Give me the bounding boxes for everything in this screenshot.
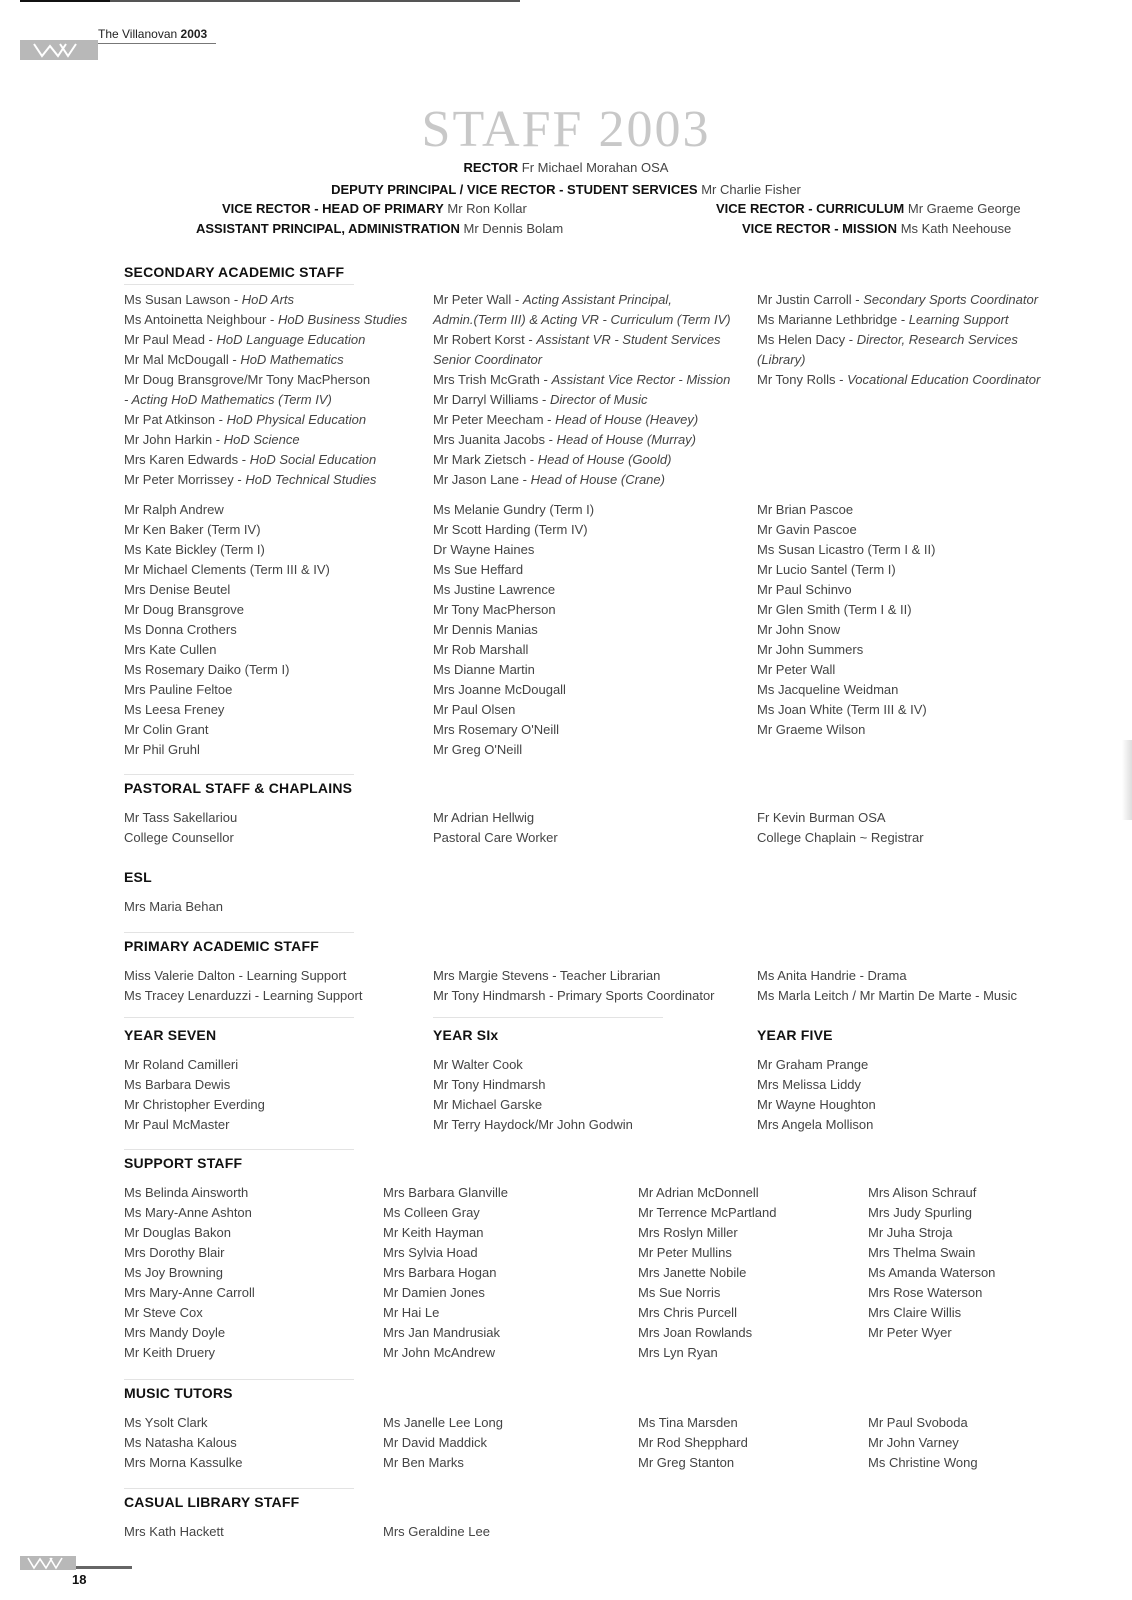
year-five-list <box>757 1055 876 1135</box>
staff-name: Ms Tracey Lenarduzzi - Learning Support <box>124 988 363 1003</box>
staff-name: Mr Ken Baker (Term IV) <box>124 522 261 537</box>
secondary-heads-col-2 <box>433 290 731 490</box>
staff-role: (Library) <box>757 352 806 367</box>
section-title-support: SUPPORT STAFF <box>124 1155 243 1171</box>
staff-name: Ms Antoinetta Neighbour <box>124 312 267 327</box>
staff-name: Mr Tony MacPherson <box>433 602 556 617</box>
section-title-pastoral: PASTORAL STAFF & CHAPLAINS <box>124 780 353 796</box>
staff-role-entry: Mr Justin Carroll - Secondary Sports Coordinator <box>757 292 1039 307</box>
secondary-staff-col-1 <box>124 500 330 760</box>
staff-name: Mrs Kath Hackett <box>124 1524 224 1539</box>
staff-name: Ms Tina Marsden <box>638 1415 738 1430</box>
staff-name: Mrs Karen Edwards <box>124 452 239 467</box>
staff-name: Mr Scott Harding (Term IV) <box>433 522 588 537</box>
staff-name: Ms Justine Lawrence <box>433 582 556 597</box>
staff-name: Pastoral Care Worker <box>433 830 558 845</box>
section-rule <box>124 284 354 285</box>
staff-role: Vocational Education Coordinator <box>847 372 1041 387</box>
staff-name: Ms Joy Browning <box>124 1265 223 1280</box>
staff-name: Fr Kevin Burman OSA <box>757 810 886 825</box>
staff-role-entry: Ms Antoinetta Neighbour - HoD Business Studies <box>124 312 408 327</box>
staff-role: HoD Science <box>223 432 300 447</box>
support-col-4 <box>868 1183 995 1343</box>
staff-name: Mrs Jan Mandrusiak <box>383 1325 501 1340</box>
secondary-staff-col-2 <box>433 500 594 760</box>
music-col-4 <box>868 1413 978 1473</box>
staff-name: Mr Glen Smith (Term I & II) <box>757 602 912 617</box>
staff-role-entry: Mr Jason Lane - Head of House (Crane) <box>433 472 665 487</box>
staff-name: Mr Terrence McPartland <box>638 1205 777 1220</box>
staff-name: Mr Walter Cook <box>433 1057 523 1072</box>
staff-name: Mrs Geraldine Lee <box>383 1524 490 1539</box>
staff-name: Mrs Judy Spurling <box>868 1205 973 1220</box>
staff-role: Head of House (Crane) <box>530 472 665 487</box>
staff-name: Mrs Sylvia Hoad <box>383 1245 478 1260</box>
staff-name: Ms Kate Bickley (Term I) <box>124 542 265 557</box>
staff-role: Head of House (Heavey) <box>555 412 699 427</box>
staff-role-entry <box>433 310 731 330</box>
staff-name: Mr Peter Morrissey <box>124 472 234 487</box>
support-col-3 <box>638 1183 776 1363</box>
section-rule <box>124 932 354 933</box>
secondary-heads-col-1 <box>124 290 407 490</box>
section-title-year-six: YEAR SIx <box>433 1027 499 1043</box>
staff-name: Mrs Lyn Ryan <box>638 1345 718 1360</box>
running-head: The Villanovan 2003 <box>98 27 208 41</box>
staff-name: Ms Dianne Martin <box>433 662 535 677</box>
staff-role-entry: Mrs Juanita Jacobs - Head of House (Murray) <box>433 432 697 447</box>
section-title-esl: ESL <box>124 869 152 885</box>
staff-name: Ms Sue Heffard <box>433 562 524 577</box>
staff-role-entry: Mr Tony Rolls - Vocational Education Coordinator <box>757 372 1041 387</box>
staff-role: HoD Social Education <box>249 452 377 467</box>
staff-name: Dr Wayne Haines <box>433 542 535 557</box>
section-title-year-seven: YEAR SEVEN <box>124 1027 217 1043</box>
staff-name: Mr Doug Bransgrove/Mr Tony MacPherson <box>124 372 371 387</box>
staff-role: Senior Coordinator <box>433 352 543 367</box>
staff-role-entry <box>433 350 731 370</box>
section-rule <box>124 1379 354 1380</box>
year-six-list <box>433 1055 633 1135</box>
staff-name: Ms Jacqueline Weidman <box>757 682 899 697</box>
staff-role-entry: Mr Robert Korst - Assistant VR - Student Services <box>433 332 721 347</box>
staff-name: Mrs Morna Kassulke <box>124 1455 243 1470</box>
staff-name: Mr Christopher Everding <box>124 1097 265 1112</box>
staff-role-entry: Mrs Karen Edwards - HoD Social Education <box>124 452 377 467</box>
secondary-staff-col-3 <box>757 500 935 740</box>
staff-name: Ms Colleen Gray <box>383 1205 480 1220</box>
staff-name: Mr Wayne Houghton <box>757 1097 876 1112</box>
staff-name: Ms Janelle Lee Long <box>383 1415 503 1430</box>
staff-name: Mr Steve Cox <box>124 1305 203 1320</box>
staff-name: Mr Pat Atkinson <box>124 412 216 427</box>
staff-name: Ms Anita Handrie - Drama <box>757 968 907 983</box>
staff-role-entry <box>757 350 1040 370</box>
page-number: 18 <box>72 1572 87 1587</box>
pastoral-col-2 <box>433 808 558 848</box>
staff-name: Mr Michael Garske <box>433 1097 543 1112</box>
staff-name: Mr Tony Hindmarsh <box>433 1077 546 1092</box>
staff-name: Mr John Summers <box>757 642 864 657</box>
staff-name: Mrs Joanne McDougall <box>433 682 566 697</box>
staff-name: Ms Barbara Dewis <box>124 1077 231 1092</box>
staff-name: Ms Susan Lawson <box>124 292 231 307</box>
staff-name: Mrs Trish McGrath <box>433 372 540 387</box>
staff-name: Mr Mark Zietsch <box>433 452 527 467</box>
staff-name: Mr Lucio Santel (Term I) <box>757 562 896 577</box>
staff-name: Ms Amanda Waterson <box>868 1265 996 1280</box>
staff-name: Mr Peter Wall <box>433 292 512 307</box>
exec-deputy: DEPUTY PRINCIPAL / VICE RECTOR - STUDENT SERVICES Mr Charlie Fisher <box>331 182 801 197</box>
staff-name: Mr John Varney <box>868 1435 959 1450</box>
staff-role-entry: Mr Peter Morrissey - HoD Technical Studies <box>124 472 377 487</box>
staff-role-entry: Mr John Harkin - HoD Science <box>124 432 300 447</box>
staff-name: Mr Keith Hayman <box>383 1225 484 1240</box>
staff-name: Mr Adrian McDonnell <box>638 1185 759 1200</box>
exec-vr-primary: VICE RECTOR - HEAD OF PRIMARY Mr Ron Kollar <box>222 201 527 216</box>
section-title-year-five: YEAR FIVE <box>757 1027 833 1043</box>
section-rule <box>433 1017 663 1018</box>
section-rule <box>124 774 354 775</box>
staff-name: Mr Phil Gruhl <box>124 742 200 757</box>
staff-name: Mrs Janette Nobile <box>638 1265 747 1280</box>
staff-role: - Acting HoD Mathematics (Term IV) <box>124 392 332 407</box>
exec-rector: RECTOR Fr Michael Morahan OSA <box>463 160 669 175</box>
footer-rule <box>76 1566 132 1569</box>
staff-name: Mr Keith Druery <box>124 1345 216 1360</box>
running-head-underline <box>98 43 216 44</box>
staff-name: Mrs Thelma Swain <box>868 1245 976 1260</box>
staff-name: Mr Colin Grant <box>124 722 209 737</box>
staff-name: Mrs Mary-Anne Carroll <box>124 1285 255 1300</box>
staff-role-entry: Ms Susan Lawson - HoD Arts <box>124 292 295 307</box>
staff-name: Mrs Kate Cullen <box>124 642 217 657</box>
staff-role: Assistant Vice Rector - Mission <box>551 372 731 387</box>
staff-name: Ms Donna Crothers <box>124 622 237 637</box>
staff-name: Mr Ben Marks <box>383 1455 464 1470</box>
staff-name: Mr Brian Pascoe <box>757 502 854 517</box>
primary-col-3 <box>757 966 1017 1006</box>
staff-role: HoD Business Studies <box>277 312 408 327</box>
staff-name: Miss Valerie Dalton - Learning Support <box>124 968 347 983</box>
primary-col-1 <box>124 966 362 1006</box>
staff-name: Mr Hai Le <box>383 1305 440 1320</box>
staff-role: HoD Arts <box>241 292 295 307</box>
staff-role: HoD Physical Education <box>226 412 367 427</box>
staff-name: Mr Greg Stanton <box>638 1455 735 1470</box>
support-col-2 <box>383 1183 508 1363</box>
staff-name: Mr Paul Schinvo <box>757 582 852 597</box>
staff-role: Admin.(Term III) & Acting VR - Curriculum (Term IV) <box>433 312 731 327</box>
staff-role-entry: Mrs Trish McGrath - Assistant Vice Rector - Mission <box>433 372 731 387</box>
staff-name: Mrs Margie Stevens - Teacher Librarian <box>433 968 661 983</box>
staff-name: Ms Mary-Anne Ashton <box>124 1205 252 1220</box>
staff-name: Mrs Mandy Doyle <box>124 1325 226 1340</box>
staff-name: Mr David Maddick <box>383 1435 488 1450</box>
staff-name: Ms Ysolt Clark <box>124 1415 208 1430</box>
staff-role: Assistant VR - Student Services <box>536 332 721 347</box>
staff-name: Mr Douglas Bakon <box>124 1225 231 1240</box>
section-title-secondary: SECONDARY ACADEMIC STAFF <box>124 264 345 280</box>
section-rule <box>124 1149 354 1150</box>
staff-name: Mrs Joan Rowlands <box>638 1325 753 1340</box>
page-title: STAFF 2003 <box>421 101 711 158</box>
staff-role: HoD Language Education <box>216 332 366 347</box>
staff-role-entry: Mr Mark Zietsch - Head of House (Goold) <box>433 452 672 467</box>
staff-role: HoD Technical Studies <box>245 472 377 487</box>
staff-role: Director, Research Services <box>856 332 1018 347</box>
secondary-heads-col-3 <box>757 290 1040 390</box>
staff-name: Mr Peter Meecham <box>433 412 544 427</box>
staff-name: Mrs Roslyn Miller <box>638 1225 738 1240</box>
support-col-1 <box>124 1183 255 1363</box>
staff-name: Mr Ralph Andrew <box>124 502 224 517</box>
casual-col-1 <box>124 1522 224 1542</box>
staff-name: Mr Rob Marshall <box>433 642 529 657</box>
staff-name: Mrs Juanita Jacobs <box>433 432 545 447</box>
section-rule <box>124 1017 354 1018</box>
staff-name: Mrs Barbara Glanville <box>383 1185 508 1200</box>
section-rule <box>124 1488 354 1489</box>
staff-name: Ms Joan White (Term III & IV) <box>757 702 927 717</box>
staff-role: Head of House (Goold) <box>537 452 672 467</box>
staff-name: Mr Peter Wyer <box>868 1325 952 1340</box>
staff-name: Mr Jason Lane <box>433 472 519 487</box>
staff-name: Ms Natasha Kalous <box>124 1435 237 1450</box>
staff-name: Ms Belinda Ainsworth <box>124 1185 249 1200</box>
staff-name: Ms Melanie Gundry (Term I) <box>433 502 595 517</box>
exec-vr-mission: VICE RECTOR - MISSION Ms Kath Neehouse <box>742 221 1012 236</box>
staff-name: Mr Graham Prange <box>757 1057 869 1072</box>
staff-name: Mr Adrian Hellwig <box>433 810 535 825</box>
staff-name: Mrs Chris Purcell <box>638 1305 737 1320</box>
staff-role-entry: Ms Marianne Lethbridge - Learning Support <box>757 312 1009 327</box>
esl-col-1 <box>124 897 223 917</box>
staff-role: Learning Support <box>908 312 1009 327</box>
staff-name: Mr Peter Wall <box>757 662 836 677</box>
staff-name: Mr Juha Stroja <box>868 1225 953 1240</box>
staff-name: Mr John Snow <box>757 622 841 637</box>
staff-name: Mr Tony Rolls <box>757 372 836 387</box>
primary-col-2 <box>433 966 715 1006</box>
staff-role-entry: Mr Peter Wall - Acting Assistant Principal, <box>433 292 672 307</box>
staff-name: Mr Mal McDougall <box>124 352 229 367</box>
staff-name: Mrs Pauline Feltoe <box>124 682 233 697</box>
staff-role: Director of Music <box>550 392 648 407</box>
staff-name: Mrs Alison Schrauf <box>868 1185 977 1200</box>
staff-role-entry <box>124 370 407 390</box>
staff-role-entry: Ms Helen Dacy - Director, Research Services <box>757 332 1018 347</box>
music-col-3 <box>638 1413 748 1473</box>
staff-role-entry: Mr Mal McDougall - HoD Mathematics <box>124 352 344 367</box>
staff-name: Mr Greg O'Neill <box>433 742 523 757</box>
top-rule-dark <box>20 0 110 2</box>
staff-name: Mr Gavin Pascoe <box>757 522 857 537</box>
staff-role: Secondary Sports Coordinator <box>863 292 1039 307</box>
staff-name: Mrs Rosemary O'Neill <box>433 722 559 737</box>
staff-name: Mr Peter Mullins <box>638 1245 732 1260</box>
section-title-music: MUSIC TUTORS <box>124 1385 233 1401</box>
staff-name: Ms Leesa Freney <box>124 702 225 717</box>
staff-name: Mr Justin Carroll <box>757 292 852 307</box>
staff-name: Mr Darryl Williams <box>433 392 539 407</box>
staff-role-entry: Mr Pat Atkinson - HoD Physical Education <box>124 412 367 427</box>
staff-name: Mr John Harkin <box>124 432 213 447</box>
staff-name: Mrs Maria Behan <box>124 899 223 914</box>
staff-name: Ms Marianne Lethbridge <box>757 312 898 327</box>
staff-name: Mr Tass Sakellariou <box>124 810 238 825</box>
staff-name: Mr Paul Svoboda <box>868 1415 968 1430</box>
staff-name: Mr Graeme Wilson <box>757 722 866 737</box>
staff-name: Mr Paul Mead <box>124 332 205 347</box>
page-edge-shadow <box>1122 740 1132 820</box>
staff-role-entry: Mr Paul Mead - HoD Language Education <box>124 332 366 347</box>
staff-name: Mr Rod Shepphard <box>638 1435 748 1450</box>
staff-name: College Counsellor <box>124 830 234 845</box>
staff-name: Mr Tony Hindmarsh - Primary Sports Coordinator <box>433 988 715 1003</box>
staff-role: Acting Assistant Principal, <box>522 292 672 307</box>
staff-role-entry: Mr Darryl Williams - Director of Music <box>433 392 648 407</box>
staff-role: Head of House (Murray) <box>556 432 697 447</box>
staff-name: Mrs Angela Mollison <box>757 1117 874 1132</box>
casual-col-2 <box>383 1522 490 1542</box>
staff-role: HoD Mathematics <box>240 352 344 367</box>
staff-name: Ms Christine Wong <box>868 1455 978 1470</box>
staff-name: Mrs Dorothy Blair <box>124 1245 225 1260</box>
music-col-2 <box>383 1413 503 1473</box>
staff-name: Mr Doug Bransgrove <box>124 602 244 617</box>
section-title-casual: CASUAL LIBRARY STAFF <box>124 1494 300 1510</box>
section-title-primary: PRIMARY ACADEMIC STAFF <box>124 938 319 954</box>
pastoral-col-3 <box>757 808 924 848</box>
staff-name: Mrs Melissa Liddy <box>757 1077 862 1092</box>
staff-name: Mr Dennis Manias <box>433 622 538 637</box>
staff-name: Mr John McAndrew <box>383 1345 495 1360</box>
staff-name: Mr Damien Jones <box>383 1285 485 1300</box>
villanovan-logo-icon <box>20 40 98 60</box>
staff-name: Mrs Claire Willis <box>868 1305 962 1320</box>
music-col-1 <box>124 1413 242 1473</box>
staff-name: Ms Susan Licastro (Term I & II) <box>757 542 936 557</box>
staff-role-entry: Mr Peter Meecham - Head of House (Heavey) <box>433 412 699 427</box>
staff-name: Ms Marla Leitch / Mr Martin De Marte - Music <box>757 988 1018 1003</box>
year-seven-list <box>124 1055 265 1135</box>
staff-name: Mrs Denise Beutel <box>124 582 231 597</box>
staff-name: Mr Paul McMaster <box>124 1117 230 1132</box>
pastoral-col-1 <box>124 808 237 848</box>
staff-name: College Chaplain ~ Registrar <box>757 830 924 845</box>
exec-asst-admin: ASSISTANT PRINCIPAL, ADMINISTRATION Mr Dennis Bolam <box>196 221 564 236</box>
staff-name: Ms Sue Norris <box>638 1285 721 1300</box>
staff-name: Mr Michael Clements (Term III & IV) <box>124 562 330 577</box>
staff-name: Mr Paul Olsen <box>433 702 516 717</box>
staff-name: Mrs Barbara Hogan <box>383 1265 497 1280</box>
staff-name: Mrs Rose Waterson <box>868 1285 983 1300</box>
footer-logo-icon <box>20 1556 76 1570</box>
staff-name: Ms Rosemary Daiko (Term I) <box>124 662 290 677</box>
staff-name: Ms Helen Dacy <box>757 332 846 347</box>
staff-name: Mr Roland Camilleri <box>124 1057 239 1072</box>
exec-vr-curriculum: VICE RECTOR - CURRICULUM Mr Graeme George <box>716 201 1021 216</box>
staff-name: Mr Terry Haydock/Mr John Godwin <box>433 1117 633 1132</box>
staff-name: Mr Robert Korst <box>433 332 525 347</box>
staff-role-entry <box>124 390 407 410</box>
